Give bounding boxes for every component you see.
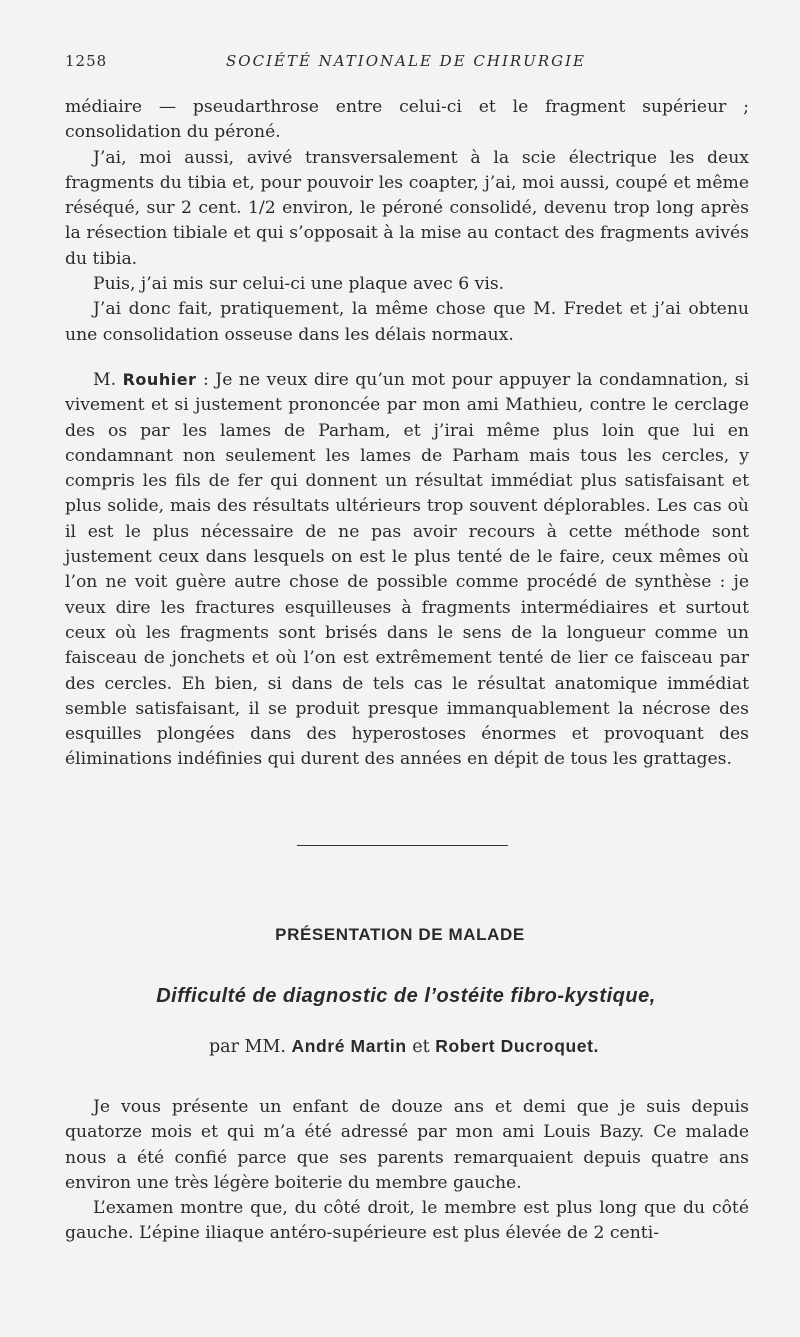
speech-text: : Je ne veux dire qu’un mot pour appuyer la condamnation, si vivement et si justement prononcée par mon ami Mathieu, contre le cerclage des os par les lames de Parham, et j’irai même plus loin que lui en condamnant non seulement les lames de Parham mais tous les cercles, y compris les fils de fer qui donnent un résultat immédiat plus satisfaisant et plus solide, mais des résultats ultérieurs trop souvent déplorables. Les cas où il est le plus nécessaire de ne pas avoir recours à cette méthode sont justement ceux dans lesquels on est le plus tenté de le faire, ceux mêmes où l’on ne voit guère autre chose de possible comme procédé de synthèse : je veux dire les fractures esquilleuses à fragments intermédiaires et surtout ceux où les fragments sont brisés dans le sens de la longueur comme un faisceau de jonchets et où l’on est extrêmement tenté de lier ce faisceau par des cercles. Eh bien, si dans de tels cas le résultat anatomique immédiat semble satisfaisant, il se produit presque immanquablement la nécrose des esquilles plongées dans des hyperostoses énormes et provoquant des éliminations indéfinies qui durent des années en dépit de tous les grattages. [65, 370, 750, 770]
section-heading: PRÉSENTATION DE MALADE [275, 925, 525, 944]
paragraph: J’ai, moi aussi, avivé transversalement à la scie électrique les deux fragments du tibia et, pour pouvoir les coapter, j’ai, moi aussi, coupé et même réséqué, sur 2 cent. 1/2 environ, le péroné consolidé, devenu trop long après la résection tibiale et qui s’opposait à la mise au contact des fragments avivés du tibia. [65, 147, 749, 269]
speaker-name: Rouhier [122, 370, 197, 389]
discussion-fredet-section [65, 95, 749, 348]
author-name: Robert Ducroquet. [435, 1036, 600, 1056]
and-word: et [412, 1037, 430, 1057]
page-number: 1258 [65, 52, 108, 70]
by-prefix: par MM. [208, 1037, 286, 1057]
speaker-prefix: M. [93, 370, 117, 390]
page-header [65, 52, 747, 76]
presentation-body-section [65, 1095, 749, 1247]
paragraph: L’examen montre que, du côté droit, le membre est plus long que du côté gauche. L’épine iliaque antéro-supérieure est plus élevée de 2 centi- [65, 1198, 749, 1244]
paragraph: J’ai donc fait, pratiquement, la même chose que M. Fredet et j’ai obtenu une consolidation osseuse dans les délais normaux. [65, 299, 749, 345]
paragraph-rouhier [65, 367, 749, 773]
paragraph-continuation: médiaire — pseudarthrose entre celui-ci et le fragment supérieur ; consolidation du péroné. [65, 97, 749, 143]
discussion-rouhier-section [65, 367, 749, 773]
article-title: Difficulté de diagnostic de l’ostéite fibro-kystique, [156, 985, 656, 1007]
section-divider [297, 845, 508, 846]
author-name: André Martin [291, 1036, 407, 1056]
running-title: SOCIÉTÉ NATIONALE DE CHIRURGIE [226, 52, 586, 70]
paragraph: Puis, j’ai mis sur celui-ci une plaque avec 6 vis. [93, 274, 505, 295]
authors-line [0, 1036, 800, 1057]
paragraph: Je vous présente un enfant de douze ans et demi que je suis depuis quatorze mois et qui m’a été adressé par mon ami Louis Bazy. Ce malade nous a été confié parce que ses parents remarquaient depuis quatre ans environ une très légère boiterie du membre gauche. [65, 1097, 749, 1193]
